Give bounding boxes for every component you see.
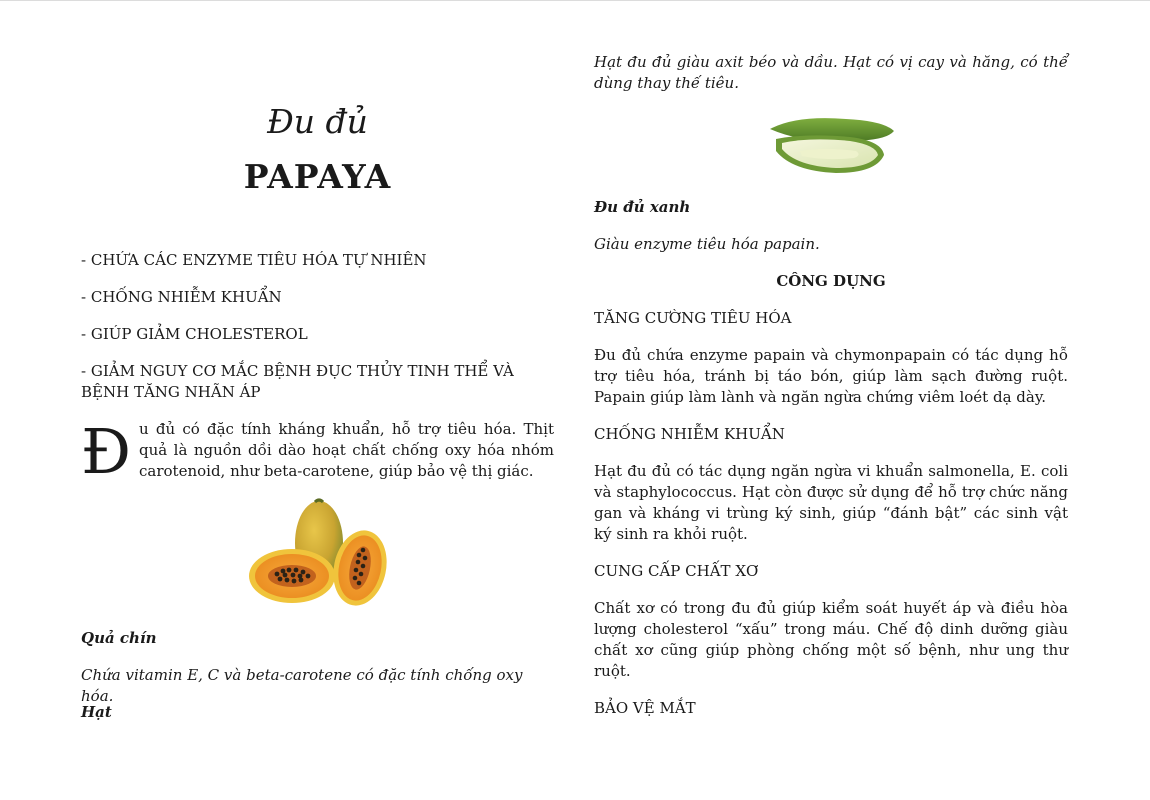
title-vietnamese: Đu đủ: [267, 102, 368, 141]
drop-cap: Đ: [81, 415, 132, 488]
bullet-item: - GIÚP GIẢM CHOLESTEROL: [81, 325, 308, 343]
green-papaya-image: [766, 111, 900, 179]
section-text: Đu đủ chứa enzyme papain và chymonpapain có tác dụng hỗ trợ tiêu hóa, tránh bị táo bón, giúp làm sạch đường ruột. Papain giúp làm lành và ngăn ngừa chứng viêm loét dạ dày.: [594, 346, 1068, 406]
section-heading: BẢO VỆ MẮT: [594, 699, 696, 717]
title-english: PAPAYA: [243, 157, 392, 196]
intro-text: u đủ có đặc tính kháng khuẩn, hỗ trợ tiêu hóa. Thịt quả là nguồn dồi dào hoạt chất chống oxy hóa nhóm carotenoid, như beta-carotene, giúp bảo vệ thị giác.: [139, 420, 554, 480]
seed-heading: Hạt: [81, 703, 112, 721]
section-heading: TĂNG CƯỜNG TIÊU HÓA: [594, 309, 792, 327]
section-text: Chất xơ có trong đu đủ giúp kiểm soát huyết áp và điều hòa lượng cholesterol “xấu” trong máu. Chế độ dinh dưỡng giàu chất xơ cũng giúp phòng chống một số bệnh, như ung thư ruột.: [594, 599, 1068, 680]
bullet-item: - CHỨA CÁC ENZYME TIÊU HÓA TỰ NHIÊN: [81, 251, 427, 269]
uses-heading: CÔNG DỤNG: [776, 272, 886, 290]
ripe-text: Chứa vitamin E, C và beta-carotene có đặc tính chống oxy hóa.: [81, 666, 523, 705]
bullet-item: - GIẢM NGUY CƠ MẮC BỆNH ĐỤC THỦY TINH THỂ VÀ BỆNH TĂNG NHÃN ÁP: [81, 362, 514, 401]
green-heading: Đu đủ xanh: [594, 198, 691, 216]
section-heading: CHỐNG NHIỄM KHUẨN: [594, 425, 785, 443]
bullet-item: - CHỐNG NHIỄM KHUẨN: [81, 288, 282, 306]
green-text: Giàu enzyme tiêu hóa papain.: [594, 235, 820, 253]
ripe-heading: Quả chín: [81, 629, 157, 647]
ripe-papaya-image: [249, 498, 389, 610]
section-text: Hạt đu đủ có tác dụng ngăn ngừa vi khuẩn salmonella, E. coli và staphylococcus. Hạt còn được sử dụng để hỗ trợ chức năng gan và kháng vi trùng ký sinh, giúp “đánh bật” các sinh vật ký sinh ra khỏi ruột.: [594, 462, 1068, 543]
intro-paragraph: [81, 415, 554, 488]
section-heading: CUNG CẤP CHẤT XƠ: [594, 562, 759, 580]
seed-text: Hạt đu đủ giàu axit béo và dầu. Hạt có vị cay và hăng, có thể dùng thay thế tiêu.: [594, 53, 1068, 92]
